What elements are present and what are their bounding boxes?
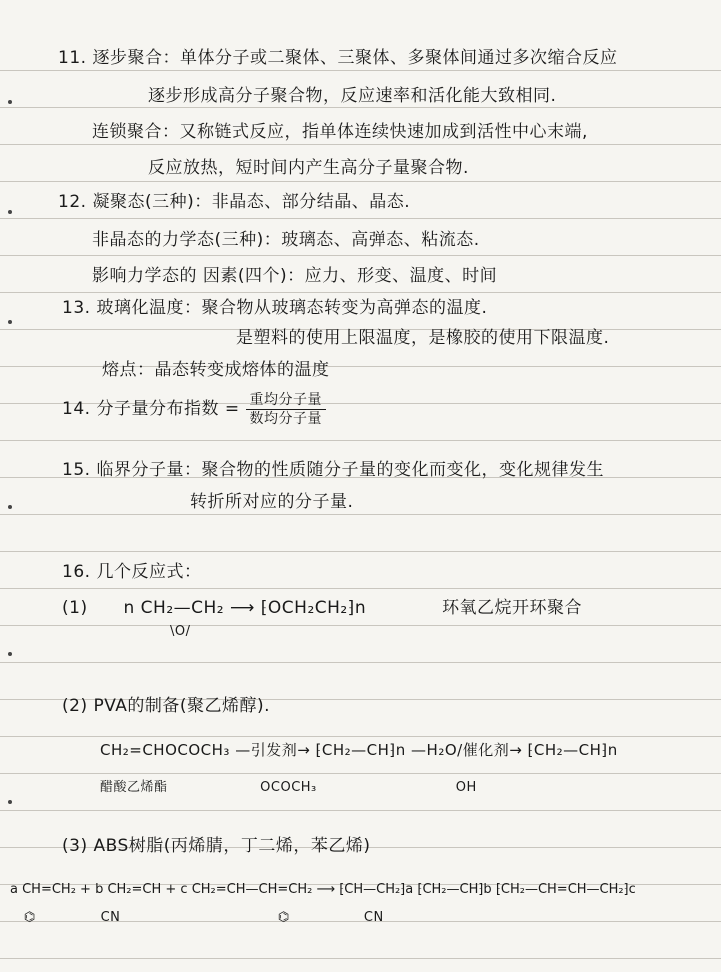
margin-dot xyxy=(8,320,12,324)
note-line-14 xyxy=(0,390,721,432)
ruled-line xyxy=(0,588,721,589)
note-line-12-c: 影响力学态的 因素(四个)：应力、形变、温度、时间 xyxy=(92,266,498,286)
dispersity-label: 14. 分子量分布指数 = xyxy=(62,399,240,419)
note-line-15-a: 15. 临界分子量：聚合物的性质随分子量的变化而变化，变化规律发生 xyxy=(62,460,604,480)
ruled-line xyxy=(0,810,721,811)
margin-dot xyxy=(8,800,12,804)
note-line-12-b: 非晶态的力学态(三种)：玻璃态、高弹态、粘流态. xyxy=(92,230,480,250)
note-line-13-c: 熔点：晶态转变成熔体的温度 xyxy=(102,360,330,380)
reaction-1-label: (1) xyxy=(62,598,88,618)
reaction-1-epoxide-ring: \O/ xyxy=(170,624,191,639)
margin-dot xyxy=(8,652,12,656)
fraction-denominator: 数均分子量 xyxy=(249,410,322,427)
note-line-13-b: 是塑料的使用上限温度，是橡胶的使用下限温度. xyxy=(236,328,610,348)
reaction-3-equation: a CH=CH₂ + b CH₂=CH + c CH₂=CH—CH=CH₂ ⟶ ⁅CH—CH₂⁆a ⁅CH₂—CH⁆b ⁅CH₂—CH=CH—CH₂⁆c xyxy=(10,882,636,897)
ruled-line xyxy=(0,773,721,774)
note-line-12-a: 12. 凝聚态(三种)：非晶态、部分结晶、晶态. xyxy=(58,192,411,212)
note-line-11-b: 逐步形成高分子聚合物，反应速率和活化能大致相同. xyxy=(148,86,557,106)
note-line-13-a: 13. 玻璃化温度：聚合物从玻璃态转变为高弹态的温度. xyxy=(62,298,488,318)
ruled-line xyxy=(0,662,721,663)
reaction-1-name: 环氧乙烷开环聚合 xyxy=(442,598,583,618)
note-line-11-a: 11. 逐步聚合：单体分子或二聚体、三聚体、多聚体间通过多次缩合反应 xyxy=(58,48,618,68)
ruled-line xyxy=(0,70,721,71)
ruled-line xyxy=(0,551,721,552)
ruled-line xyxy=(0,218,721,219)
dispersity-fraction xyxy=(246,391,327,428)
note-line-15-b: 转折所对应的分子量. xyxy=(190,492,354,512)
ruled-line xyxy=(0,440,721,441)
reaction-3-title: (3) ABS树脂(丙烯腈，丁二烯，苯乙烯) xyxy=(62,836,371,856)
ruled-line xyxy=(0,958,721,959)
reaction-1-equation: n CH₂—CH₂ ⟶ ⁅OCH₂CH₂⁆n xyxy=(123,598,367,618)
note-line-11-c: 连锁聚合：又称链式反应，指单体连续快速加成到活性中心末端, xyxy=(92,122,588,142)
reaction-2-equation: CH₂=CHOCOCH₃ —引发剂→ ⁅CH₂—CH⁆n —H₂O/催化剂→ ⁅CH₂—CH⁆n xyxy=(100,741,618,759)
ruled-line xyxy=(0,144,721,145)
reaction-2-substituents: 醋酸乙烯酯 OCOCH₃ OH xyxy=(100,780,477,795)
note-line-11-d: 反应放热，短时间内产生高分子量聚合物. xyxy=(148,158,469,178)
ruled-line xyxy=(0,514,721,515)
reaction-3-substituents: ⌬ CN ⌬ CN xyxy=(10,910,384,925)
ruled-line xyxy=(0,255,721,256)
note-line-16-heading: 16. 几个反应式： xyxy=(62,562,202,582)
reaction-1 xyxy=(0,596,721,620)
ruled-line xyxy=(0,736,721,737)
fraction-numerator: 重均分子量 xyxy=(246,391,327,410)
reaction-2-title: (2) PVA的制备(聚乙烯醇). xyxy=(62,696,271,716)
ruled-line xyxy=(0,292,721,293)
ruled-line xyxy=(0,181,721,182)
